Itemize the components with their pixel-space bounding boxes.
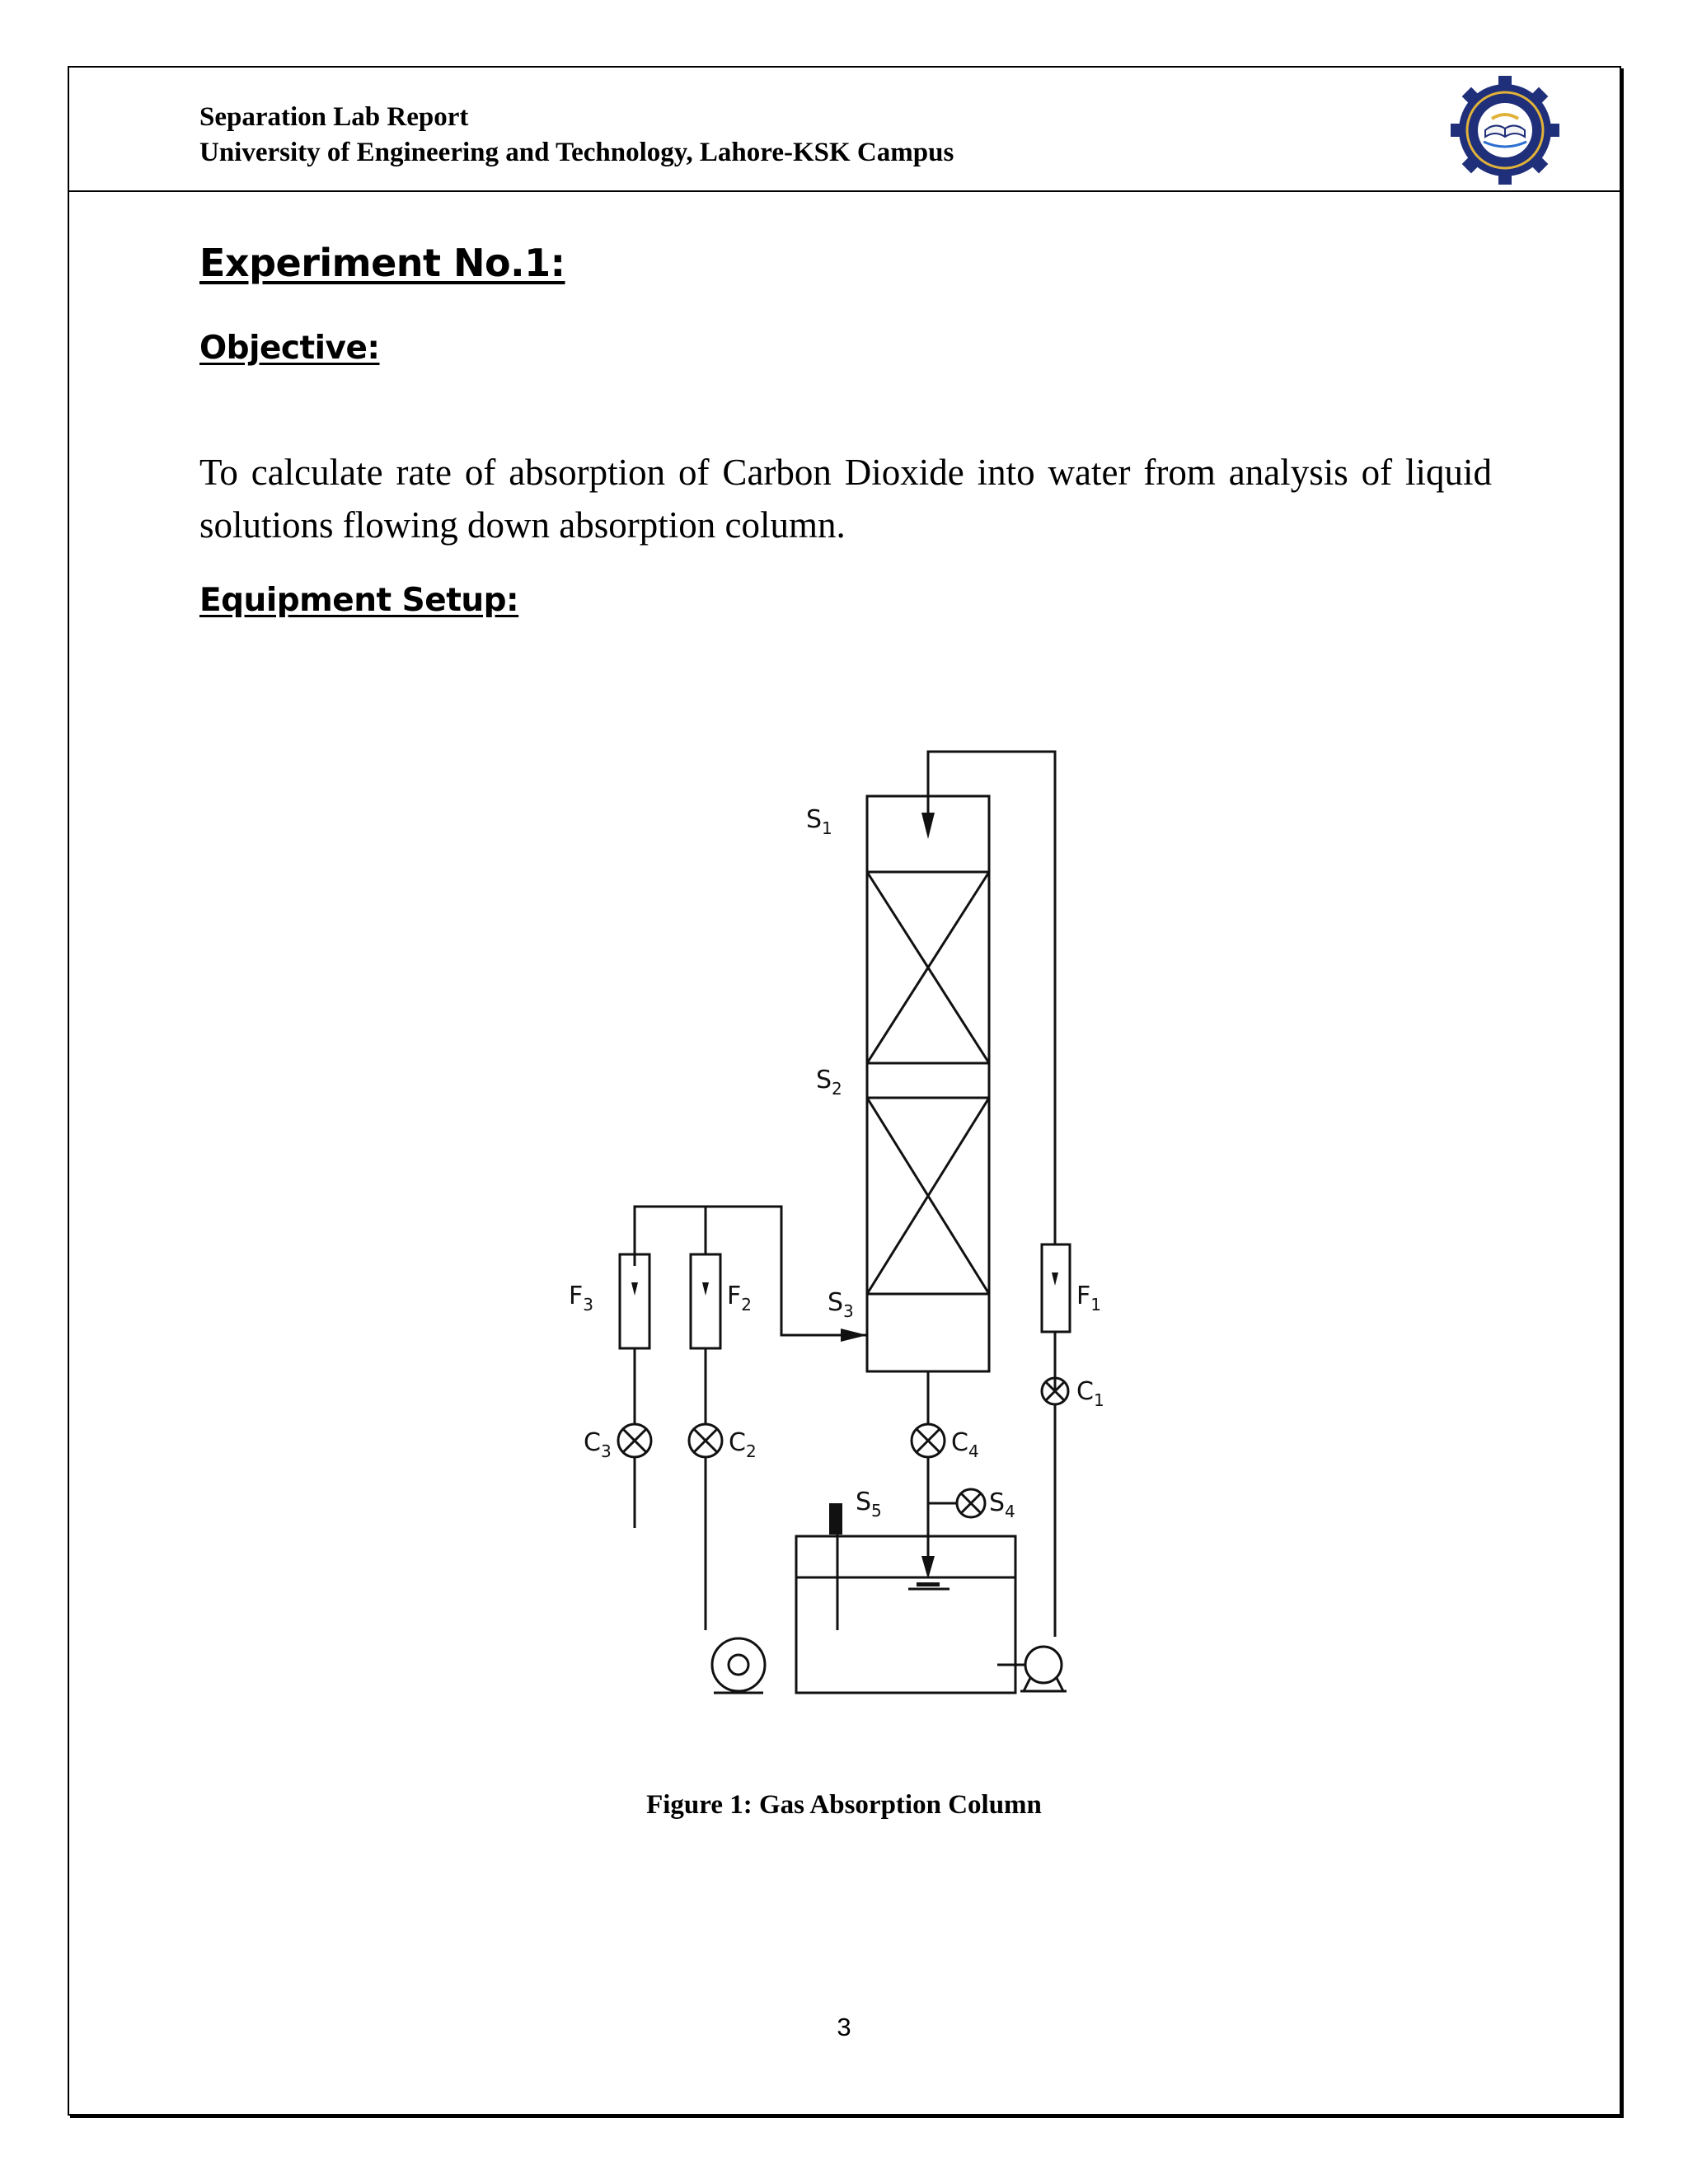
objective-heading: Objective: xyxy=(199,330,380,367)
label-s3: S xyxy=(828,1288,844,1317)
header-divider xyxy=(68,190,1621,192)
label-f1: F xyxy=(1076,1282,1091,1310)
svg-text:C3: $C_3$ xyxy=(584,1428,612,1461)
sampling-point-s5 xyxy=(829,1503,842,1535)
svg-text:S2: $S_2$ xyxy=(816,1066,842,1099)
experiment-title: Experiment No.1: xyxy=(199,241,565,285)
svg-text:S1: $S_1$ xyxy=(806,805,832,838)
svg-text:F1: $F_1$ xyxy=(1076,1282,1101,1315)
svg-text:C1: $C_1$ xyxy=(1076,1377,1104,1410)
label-c1: C xyxy=(1076,1377,1094,1406)
label-s5: S xyxy=(856,1488,872,1516)
liquid-pump xyxy=(1025,1647,1062,1683)
liquid-tank xyxy=(796,1536,1015,1693)
svg-text:C2: $C_2$ xyxy=(729,1428,757,1461)
label-c3: C xyxy=(584,1428,601,1457)
svg-text:S5: $S_5$ xyxy=(856,1488,882,1521)
university-seal-icon xyxy=(1447,73,1563,188)
gas-absorption-column-diagram xyxy=(528,725,1154,1755)
label-s2: S xyxy=(816,1066,832,1094)
svg-text:F2: $F_2$ xyxy=(727,1282,752,1315)
figure-caption: Figure 1: Gas Absorption Column xyxy=(646,1790,1042,1820)
equipment-setup-heading: Equipment Setup: xyxy=(199,582,519,619)
svg-text:C4: $C_4$ xyxy=(951,1428,979,1461)
label-f2: F xyxy=(727,1282,742,1310)
svg-text:S3: $S_3$ xyxy=(828,1288,854,1321)
gas-compressor xyxy=(712,1638,765,1691)
svg-text:F3: $F_3$ xyxy=(569,1282,593,1315)
rotameter-f3 xyxy=(620,1254,649,1348)
label-f3: F xyxy=(569,1282,584,1310)
label-c4: C xyxy=(951,1428,968,1457)
header-university: University of Engineering and Technology, Lahore-KSK Campus xyxy=(199,138,954,167)
label-c2: C xyxy=(729,1428,746,1457)
header-report-title: Separation Lab Report xyxy=(199,102,469,132)
page-header xyxy=(199,100,954,171)
rotameter-f2 xyxy=(691,1254,720,1348)
objective-paragraph: To calculate rate of absorption of Carbon Dioxide into water from analysis of liquid solutions flowing down absorption column. xyxy=(199,452,1492,546)
label-s1: S xyxy=(806,805,823,834)
page-number: 3 xyxy=(837,2013,851,2041)
absorption-column xyxy=(867,796,989,1371)
rotameter-f1 xyxy=(1042,1244,1070,1332)
svg-text:S4: $S_4$ xyxy=(989,1488,1015,1521)
label-s4: S xyxy=(989,1488,1006,1517)
